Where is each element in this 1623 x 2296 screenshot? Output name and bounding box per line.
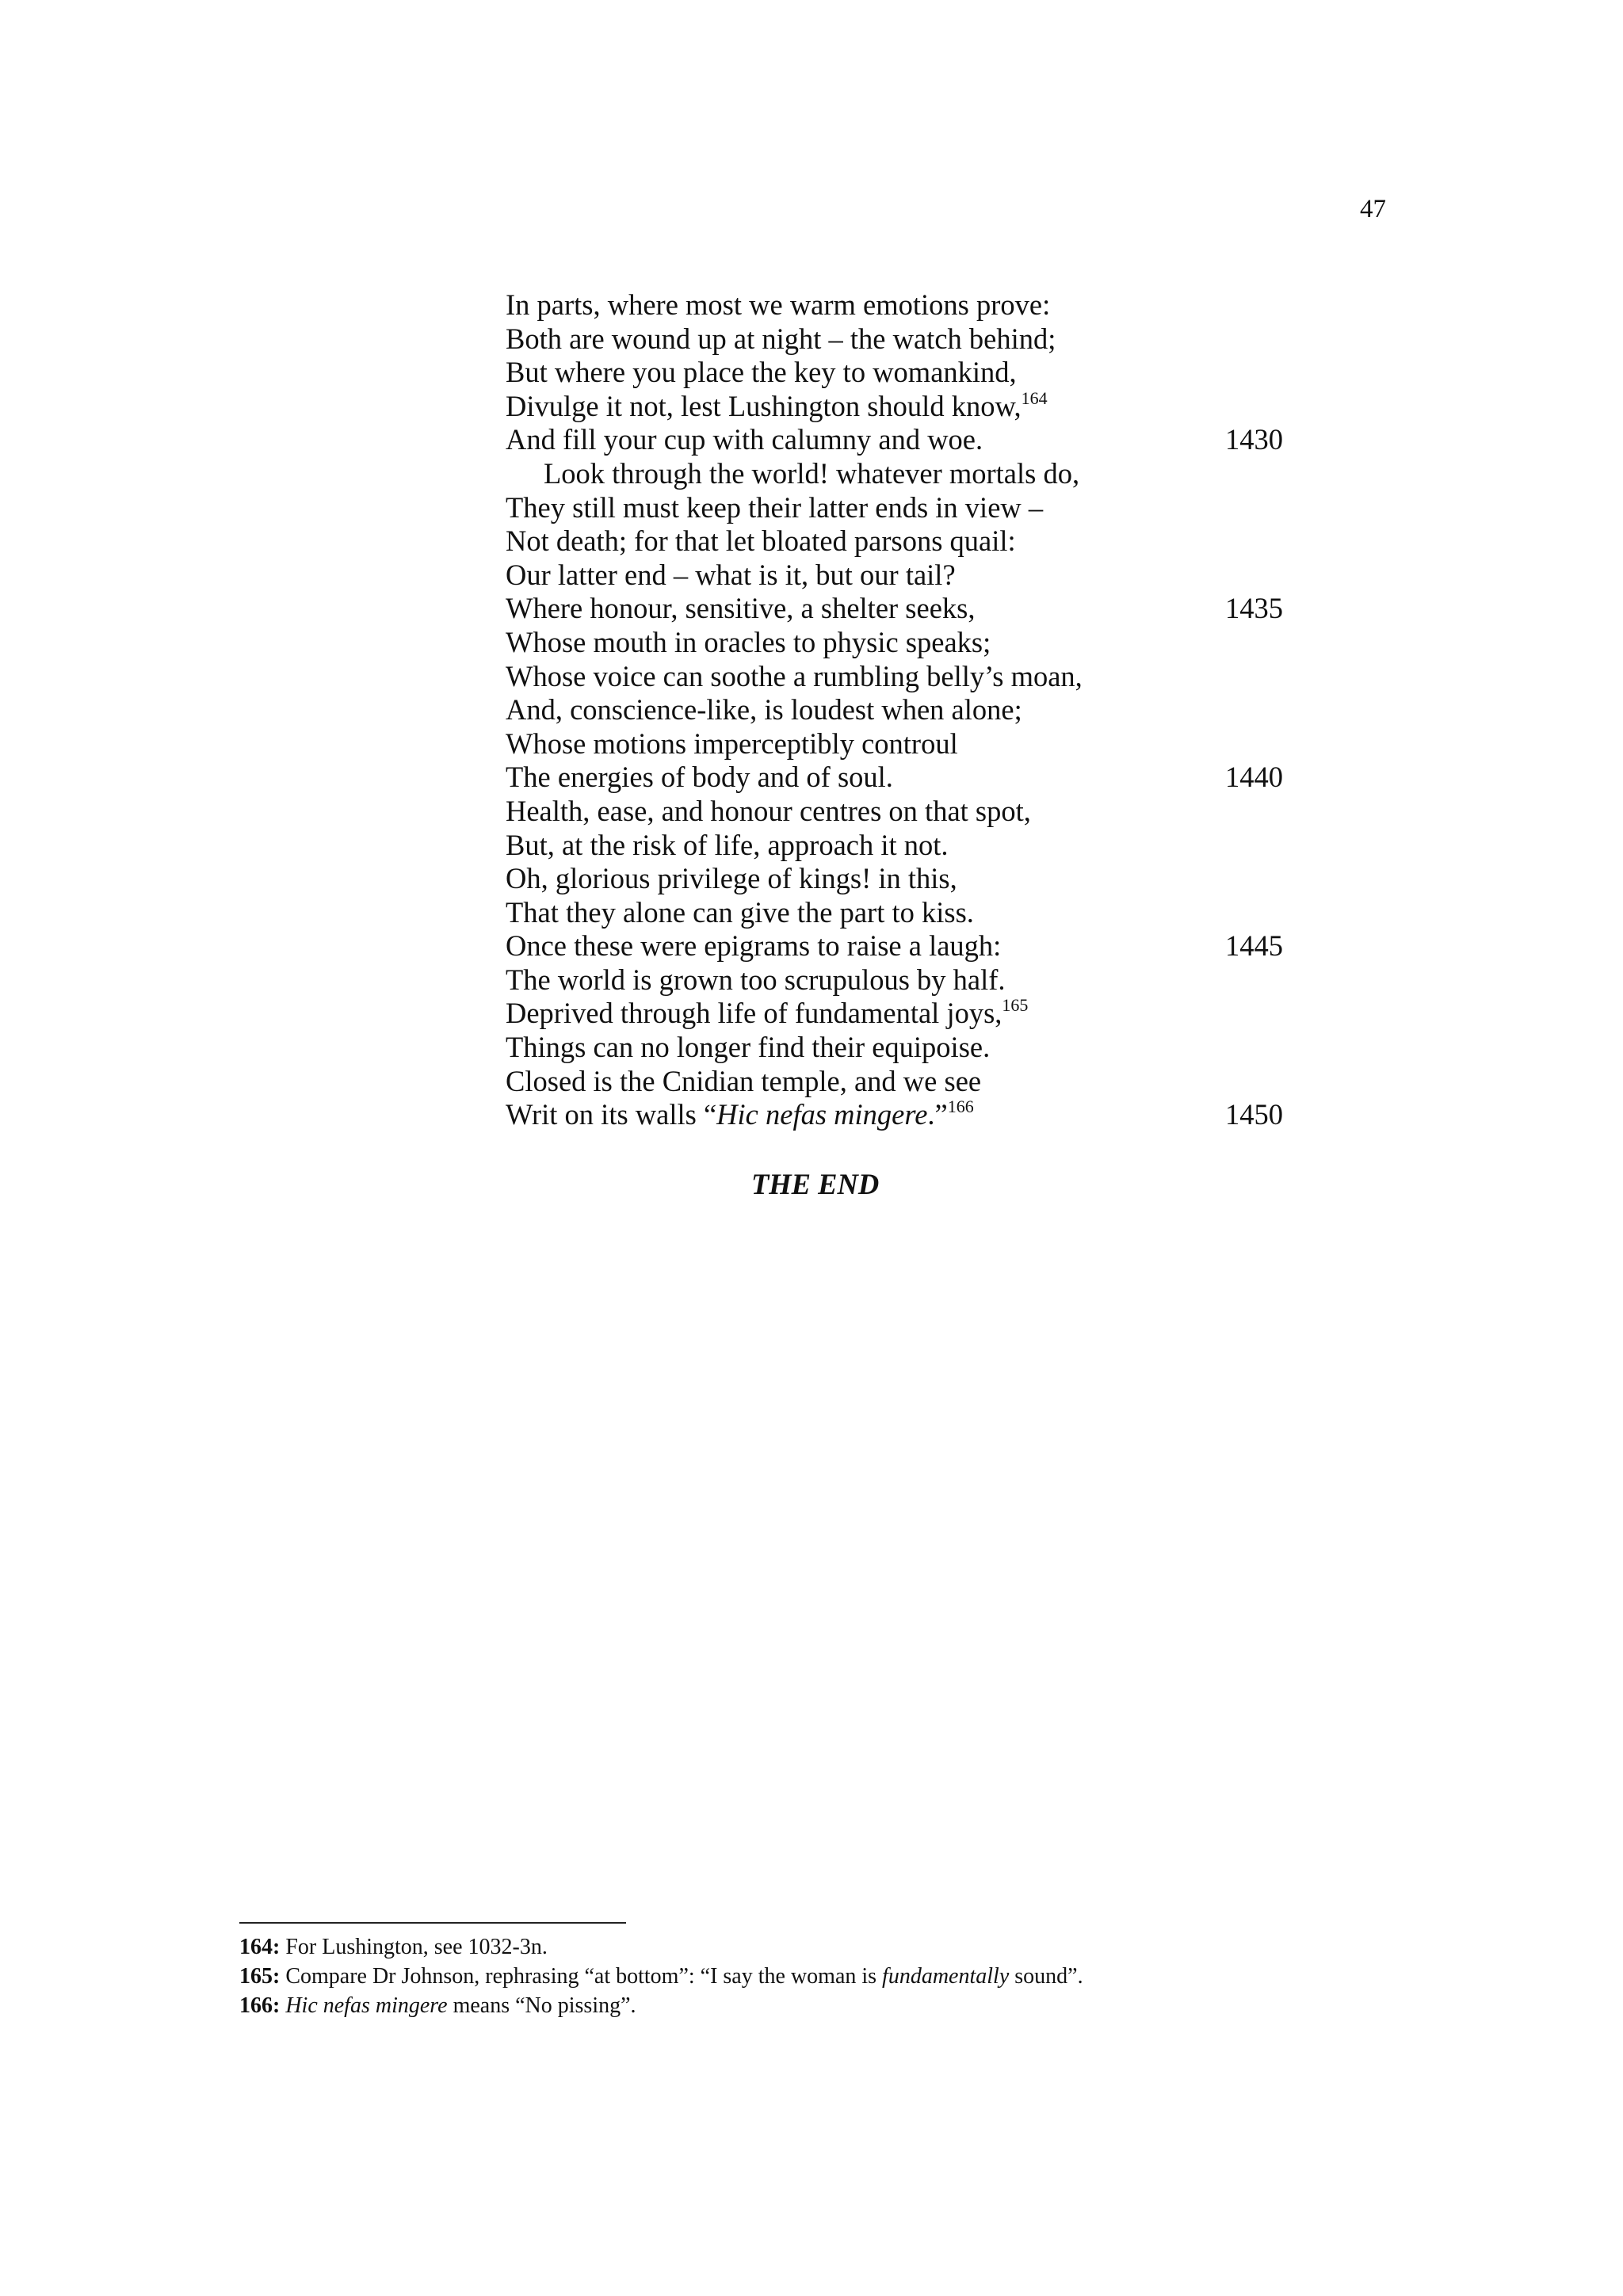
poem-line — [506, 693, 1298, 727]
poem-line-text: Not death; for that let bloated parsons quail: — [506, 524, 1016, 558]
poem-line — [506, 524, 1298, 559]
poem-line-text: Things can no longer find their equipoise. — [506, 1031, 991, 1064]
poem-line — [506, 626, 1298, 660]
poem-line-text: Oh, glorious privilege of kings! in this, — [506, 862, 957, 895]
poem-line-text: Closed is the Cnidian temple, and we see — [506, 1064, 982, 1097]
poem-line — [506, 660, 1298, 694]
footnote-text-end: means “No pissing”. — [447, 1993, 636, 2018]
poem-line-text: Our latter end – what is it, but our tail? — [506, 558, 956, 591]
footnote-number: 165: — [239, 1964, 281, 1989]
poem-line-text: Where honour, sensitive, a shelter seeks, — [506, 592, 976, 625]
poem-line-text: The world is grown too scrupulous by half. — [506, 963, 1006, 996]
footnote-text-end: sound”. — [1009, 1964, 1083, 1989]
poem-line-text: Deprived through life of fundamental joys, — [506, 997, 1002, 1030]
footnote-italic: Hic nefas mingere — [285, 1993, 448, 2018]
last-line-suffix: .” — [927, 1098, 948, 1131]
line-number: 1440 — [1225, 761, 1283, 794]
footnote-text: Compare Dr Johnson, rephrasing “at bottom”: “I say the woman is — [280, 1964, 883, 1989]
footnote-166 — [239, 1991, 1428, 2020]
poem-line — [506, 356, 1298, 390]
poem-line-text: Whose motions imperceptibly controul — [506, 727, 958, 760]
poem-line — [506, 1031, 1298, 1065]
poem-line-text: Whose mouth in oracles to physic speaks; — [506, 625, 991, 658]
poem-line — [506, 1098, 1298, 1132]
poem-line — [506, 727, 1298, 761]
poem-line-text: Health, ease, and honour centres on that spot, — [506, 794, 1031, 827]
line-number: 1435 — [1225, 592, 1283, 625]
poem-line — [506, 322, 1298, 357]
poem-line — [506, 896, 1298, 930]
poem-line-text: Look through the world! whatever mortals do, — [544, 456, 1080, 490]
footnote-italic: fundamentally — [882, 1964, 1010, 1989]
poem-line — [506, 761, 1298, 795]
poem-line — [506, 862, 1298, 896]
poem-line — [506, 795, 1298, 829]
poem-line-text: The energies of body and of soul. — [506, 761, 893, 794]
last-line-italic: Hic nefas mingere — [716, 1098, 928, 1131]
last-line-prefix: Writ on its walls “ — [506, 1098, 717, 1131]
footnote-marker-165: 165 — [1002, 995, 1029, 1016]
poem-line-text: And, conscience-like, is loudest when alone; — [506, 693, 1022, 727]
line-number: 1450 — [1225, 1098, 1283, 1131]
poem-line — [506, 288, 1298, 322]
poem-line — [506, 491, 1298, 525]
poem-line-text: And fill your cup with calumny and woe. — [506, 423, 983, 456]
poem-body — [506, 288, 1298, 1132]
line-number: 1445 — [1225, 929, 1283, 963]
footnotes-section — [239, 1932, 1428, 2020]
poem-line — [506, 559, 1298, 593]
footnote-marker-164: 164 — [1021, 387, 1048, 408]
footnote-number: 166: — [239, 1993, 281, 2018]
poem-lines — [506, 288, 1298, 1098]
poem-line-text: But where you place the key to womankind, — [506, 356, 1017, 389]
page-number: 47 — [1360, 195, 1386, 223]
poem-line-text: Whose voice can soothe a rumbling belly’s moan, — [506, 659, 1083, 692]
poem-line — [506, 1065, 1298, 1099]
poem-line — [506, 997, 1298, 1031]
poem-line — [506, 423, 1298, 457]
footnote-marker-166: 166 — [947, 1097, 974, 1117]
footnote-164 — [239, 1932, 1428, 1962]
the-end-text: THE END — [751, 1168, 880, 1200]
poem-line-text: In parts, where most we warm emotions prove: — [506, 288, 1051, 321]
poem-line-text — [506, 1098, 974, 1131]
footnote-text: For Lushington, see 1032-3n. — [280, 1935, 548, 1959]
poem-line — [506, 829, 1298, 863]
poem-line — [506, 457, 1298, 491]
footnote-number: 164: — [239, 1935, 281, 1959]
poem-line — [506, 387, 1298, 424]
footnote-divider — [239, 1922, 626, 1924]
poem-line — [506, 929, 1298, 963]
footnote-165 — [239, 1962, 1428, 1991]
poem-line — [506, 592, 1298, 626]
poem-line — [506, 963, 1298, 997]
poem-line-text: But, at the risk of life, approach it not. — [506, 828, 949, 861]
line-number: 1430 — [1225, 423, 1283, 456]
poem-line-text: Both are wound up at night – the watch behind; — [506, 322, 1056, 355]
poem-line-text: Divulge it not, lest Lushington should know, — [506, 389, 1022, 422]
poem-line-text: That they alone can give the part to kiss. — [506, 895, 974, 929]
poem-line-text: Once these were epigrams to raise a laugh: — [506, 929, 1002, 963]
poem-line-text: They still must keep their latter ends in view – — [506, 490, 1044, 524]
